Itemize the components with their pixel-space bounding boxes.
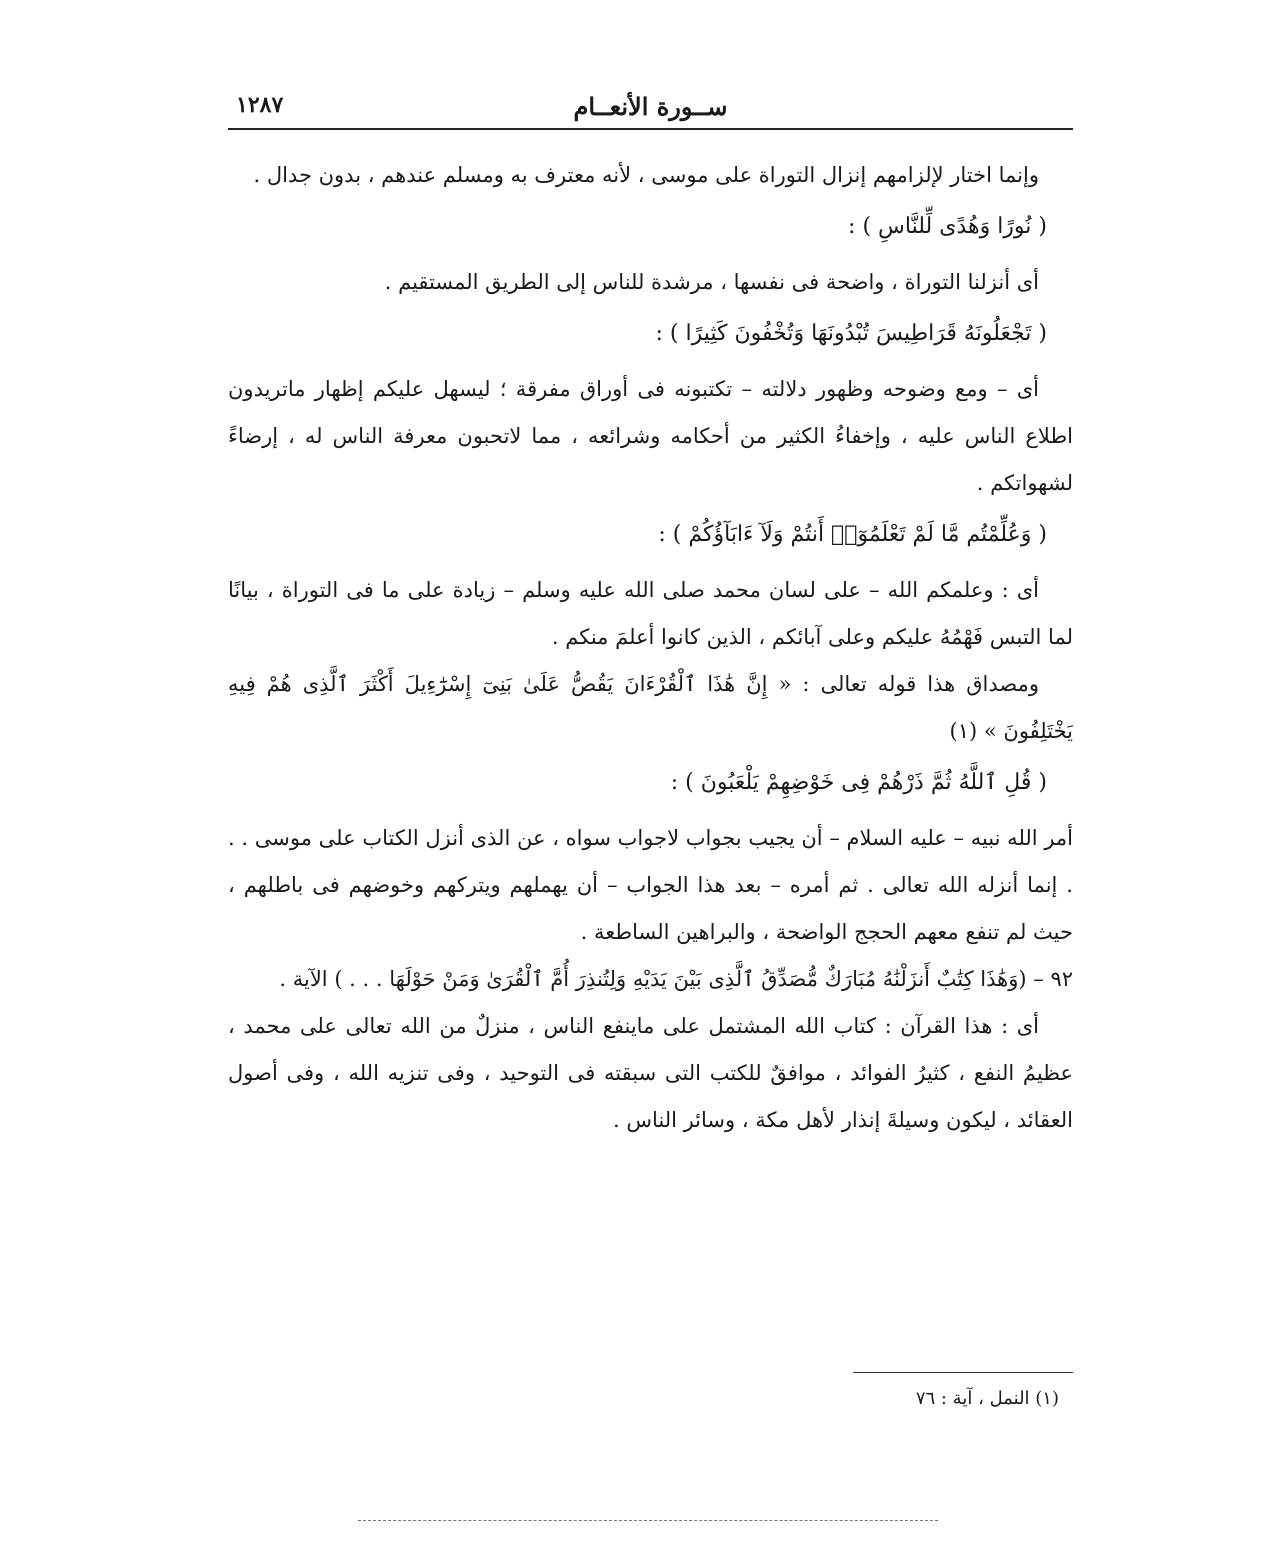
quran-verse: ( وَعُلِّمْتُم مَّا لَمْ تَعْلَمُوٓا۟ أَنتُمْ وَلَآ ءَابَآؤُكُمْ ) : xyxy=(658,522,1047,547)
paragraph: أمر الله نبيه – عليه السلام – أن يجيب بجواب لاجواب سواه ، عن الذى أنزل الكتاب على موسى . . . إنما أنزله الله تعالى . ثم أمره – بعد هذا الجواب – أن يهملهم ويتركهم وخوضهم فى باطلهم ، حيث لم تنفع معهم الحجج الواضحة ، والبراهين الساطعة . xyxy=(228,826,1073,944)
paragraph: أى – ومع وضوحه وظهور دلالته – تكتبونه فى أوراق مفرقة ؛ ليسهل عليكم إظهار ماتريدون اطلاع الناس عليه ، وإخفاءُ الكثير من أحكامه وشرائعه ، مما لاتحبون معرفة الناس له ، إرضاءً لشهواتكم . xyxy=(228,377,1073,495)
paragraph: وإنما اختار لإلزامهم إنزال التوراة على موسى ، لأنه معترف به ومسلم عندهم ، بدون جدال . xyxy=(253,163,1039,187)
quran-verse: ( نُورًا وَهُدًى لِّلنَّاسِ ) : xyxy=(848,214,1047,239)
page-number: ١٢٨٧ xyxy=(236,92,284,118)
paragraph: أى أنزلنا التوراة ، واضحة فى نفسها ، مرشدة للناس إلى الطريق المستقيم . xyxy=(384,270,1039,294)
footnote-separator xyxy=(853,1372,1073,1373)
page-body xyxy=(228,152,1073,1144)
paragraph: ومصداق هذا قوله تعالى : « إِنَّ هَٰذَا ٱلْقُرْءَانَ يَقُصُّ عَلَىٰ بَنِىٓ إِسْرَٰٓءِيلَ أَكْثَرَ ٱلَّذِى هُمْ فِيهِ يَخْتَلِفُونَ » (١) xyxy=(228,672,1073,743)
surah-title: ســورة الأنعــام xyxy=(573,92,728,121)
running-header xyxy=(228,80,1073,130)
paragraph: ٩٢ – (وَهَٰذَا كِتَٰبٌ أَنزَلْنَٰهُ مُبَارَكٌ مُّصَدِّقُ ٱلَّذِى بَيْنَ يَدَيْهِ وَلِتُنذِرَ أُمَّ ٱلْقُرَىٰ وَمَنْ حَوْلَهَا . . . ) الآية . xyxy=(279,967,1073,991)
quran-verse: ( قُلِ ٱللَّهُ ثُمَّ ذَرْهُمْ فِى خَوْضِهِمْ يَلْعَبُونَ ) : xyxy=(670,770,1047,795)
paragraph: أى : وعلمكم الله – على لسان محمد صلى الله عليه وسلم – زيادة على ما فى التوراة ، بيانًا لما التبس فَهْمُهُ عليكم وعلى آبائكم ، الذين كانوا أعلمَ منكم . xyxy=(228,578,1073,649)
book-page xyxy=(228,80,1073,1520)
quran-verse: ( تَجْعَلُونَهُ قَرَاطِيسَ تُبْدُونَهَا وَتُخْفُونَ كَثِيرًا ) : xyxy=(655,321,1047,346)
paragraph: أى : هذا القرآن : كتاب الله المشتمل على ماينفع الناس ، منزلٌ من الله تعالى على محمد ، عظيمُ النفع ، كثيرُ الفوائد ، موافقٌ للكتب التى سبقته فى التوحيد ، وفى تنزيه الله ، وفى أصول العقائد ، ليكون وسيلةَ إنذار لأهل مكة ، وسائر الناس . xyxy=(228,1014,1073,1132)
bottom-rule xyxy=(358,1520,938,1521)
footnote: (١) النمل ، آية : ٧٦ xyxy=(915,1388,1059,1409)
